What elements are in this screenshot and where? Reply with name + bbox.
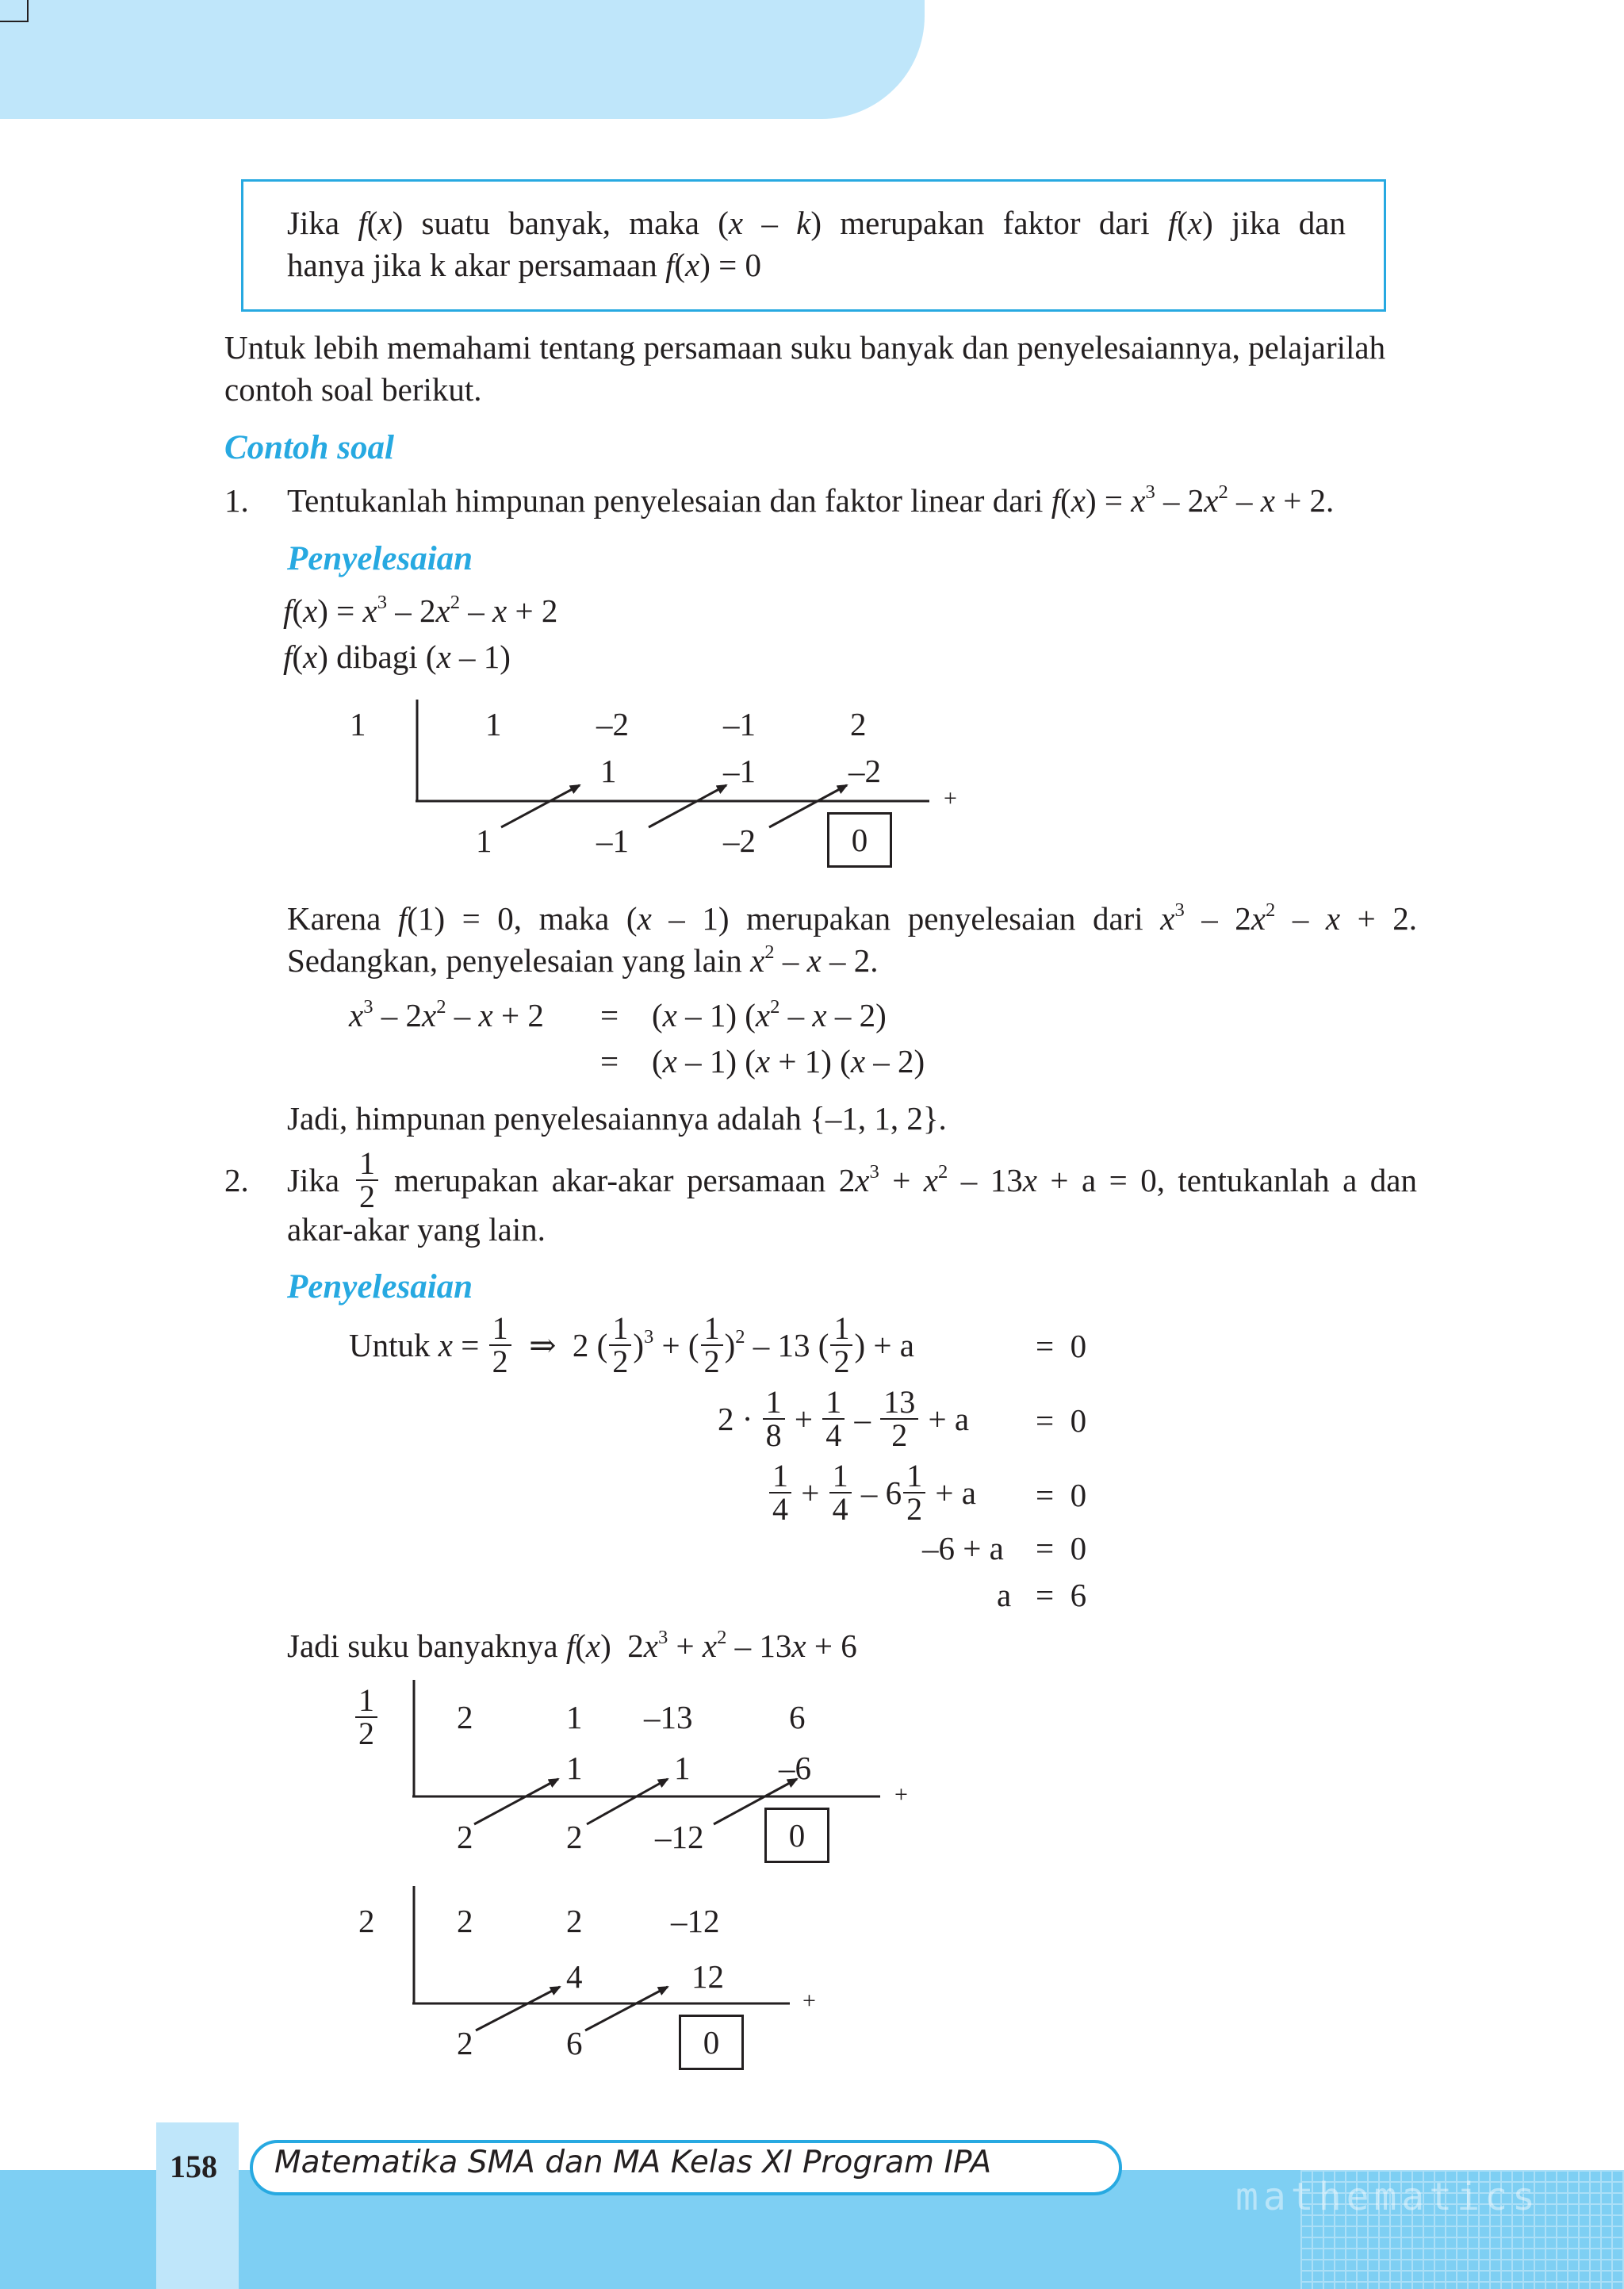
horner-2-remainder: 0	[788, 1816, 806, 1854]
intro-line-1: Untuk lebih memahami tentang persamaan suku banyak dan penyelesaiannya, pelajarilah	[224, 329, 1386, 366]
calc-line-2: 2 · $\frac{1}{8}$ + $\frac{1}{4}$ – $\frac{13}{2}$ + a	[718, 1384, 970, 1453]
horner-2-r3-c1: 2	[457, 1819, 473, 1855]
horner-2-r2-c2: 1	[566, 1750, 583, 1786]
frac-num: 1	[356, 1148, 378, 1181]
fact-eq-1: =	[600, 997, 619, 1033]
calc-line-1: Untuk x = $\frac{1}{2}$ ⇒ 2 ( $\frac{1}{2}$ )$^3$ + ( $\frac{1}{2}$ )$^2$ – 13 ( $\frac{1}{2}$ ) + a	[349, 1310, 914, 1379]
horner-1-r1-c3: –1	[723, 706, 756, 742]
example-1-number: 1.	[224, 482, 249, 519]
horner-1-plus: +	[944, 785, 957, 811]
horner-3-r3-c1: 2	[457, 2025, 473, 2061]
calc-line-4-eq: = 0	[1036, 1530, 1087, 1566]
example-1-karena-line-2: Sedangkan, penyelesaian yang lain $x^2$ – x – 2.	[287, 941, 879, 979]
example-1-conclusion: Jadi, himpunan penyelesaiannya adalah {–1, 1, 2}.	[287, 1100, 947, 1137]
calc-line-1-eq: = 0	[1036, 1328, 1087, 1364]
horner-1-divisor: 1	[350, 706, 366, 742]
horner-1-r2-c2: 1	[600, 753, 617, 789]
example-1-solution-heading: Penyelesaian	[287, 540, 473, 577]
theorem-line-1: Jika f(x) suatu banyak, maka (x – k) merupakan faktor dari f(x) jika dan	[287, 205, 1346, 241]
horner-3-r1-c3: –12	[671, 1903, 720, 1939]
fact-lhs: $x^3 - 2x^2 - x + 2$	[349, 995, 544, 1033]
fact-rhs-1: (x – 1) ($x^2$ – x – 2)	[652, 995, 887, 1033]
example-2-question-line-2: akar-akar yang lain.	[287, 1211, 546, 1248]
fact-rhs-2: (x – 1) (x + 1) (x – 2)	[652, 1043, 925, 1079]
horner-2-plus: +	[894, 1781, 908, 1808]
example-2-polynomial: Jadi suku banyaknya f(x) $2x^3 + x^2 - 13x + 6$	[287, 1626, 857, 1664]
horner-1-r2-c4: –2	[848, 753, 881, 789]
horner-1-r1-c4: 2	[850, 706, 867, 742]
horner-2-r2-c4: –6	[779, 1750, 811, 1786]
horner-3-r2-c3: 12	[691, 1958, 724, 1995]
horner-2-divisor	[354, 1682, 379, 1751]
intro-line-2: contoh soal berikut.	[224, 371, 482, 408]
contoh-soal-heading: Contoh soal	[224, 429, 394, 466]
horner-1-remainder-box	[827, 812, 892, 868]
horner-2-r1-c2: 1	[566, 1699, 583, 1735]
example-1-question: Tentukanlah himpunan penyelesaian dan faktor linear dari $f(x) = x^3 - 2x^2 - x + 2$.	[287, 481, 1335, 519]
footer-watermark: mathematics	[1235, 2175, 1540, 2219]
horner-1-r3-c3: –2	[723, 822, 756, 859]
horner-1-r3-c2: –1	[596, 822, 629, 859]
horner-1-r1-c2: –2	[596, 706, 629, 742]
calc-line-2-eq: = 0	[1036, 1402, 1087, 1439]
example-2-jika: Jika	[287, 1162, 340, 1198]
frac-den: 2	[359, 1179, 375, 1214]
horner-2-r1-c4: 6	[789, 1699, 806, 1735]
horner-3-plus: +	[802, 1988, 816, 2014]
horner-1-r3-c1: 1	[476, 822, 492, 859]
horner-2-r3-c3: –12	[655, 1819, 704, 1855]
horner-1-r2-c3: –1	[723, 753, 756, 789]
example-2-number: 2.	[224, 1162, 249, 1198]
example-2-question-rest: merupakan akar-akar persamaan $2x^3 + x^2 - 13x + a = 0$, tentukanlah a dan	[394, 1160, 1418, 1198]
footer-book-title: Matematika SMA dan MA Kelas XI Program IPA	[274, 2145, 992, 2180]
example-2-half-fraction	[354, 1145, 380, 1214]
theorem-line-2: hanya jika k akar persamaan f(x) = 0	[287, 247, 762, 283]
example-1-step-2: f(x) dibagi (x – 1)	[283, 638, 511, 675]
fact-eq-2: =	[600, 1043, 619, 1079]
horner-3-r2-c2: 4	[566, 1958, 583, 1995]
horner-2-remainder-box	[764, 1808, 829, 1863]
example-1-karena-line-1: Karena f(1) = 0, maka (x – 1) merupakan penyelesaian dari $x^3 - 2x^2 - x + 2$.	[287, 899, 1418, 937]
page-number: 158	[170, 2149, 217, 2184]
horner-2-r2-c3: 1	[674, 1750, 691, 1786]
calc-line-5: a = 6	[997, 1577, 1087, 1613]
example-1-step-1: $f(x) = x^3 - 2x^2 - x + 2$	[283, 591, 558, 629]
calc-line-3-eq: = 0	[1036, 1477, 1087, 1513]
calc-line-4: –6 + a	[922, 1530, 1004, 1566]
horner-3-r1-c2: 2	[566, 1903, 583, 1939]
horner-3-r3-c2: 6	[566, 2025, 583, 2061]
horner-3-remainder: 0	[703, 2023, 720, 2061]
horner-1-remainder: 0	[851, 821, 868, 858]
example-2-solution-heading: Penyelesaian	[287, 1268, 473, 1306]
horner-3-r1-c1: 2	[457, 1903, 473, 1939]
horner-1-r1-c1: 1	[485, 706, 502, 742]
horner-3-divisor: 2	[358, 1903, 375, 1939]
horner-2-divisor-num: 1	[355, 1685, 377, 1718]
calc-line-3: $\frac{1}{4}$ + $\frac{1}{4}$ – 6 $\frac{1}{2}$ + a	[768, 1464, 976, 1521]
horner-3-remainder-box	[679, 2015, 744, 2070]
horner-2-r3-c2: 2	[566, 1819, 583, 1855]
horner-2-r1-c3: –13	[644, 1699, 693, 1735]
horner-2-divisor-den: 2	[358, 1716, 374, 1751]
horner-2-r1-c1: 2	[457, 1699, 473, 1735]
